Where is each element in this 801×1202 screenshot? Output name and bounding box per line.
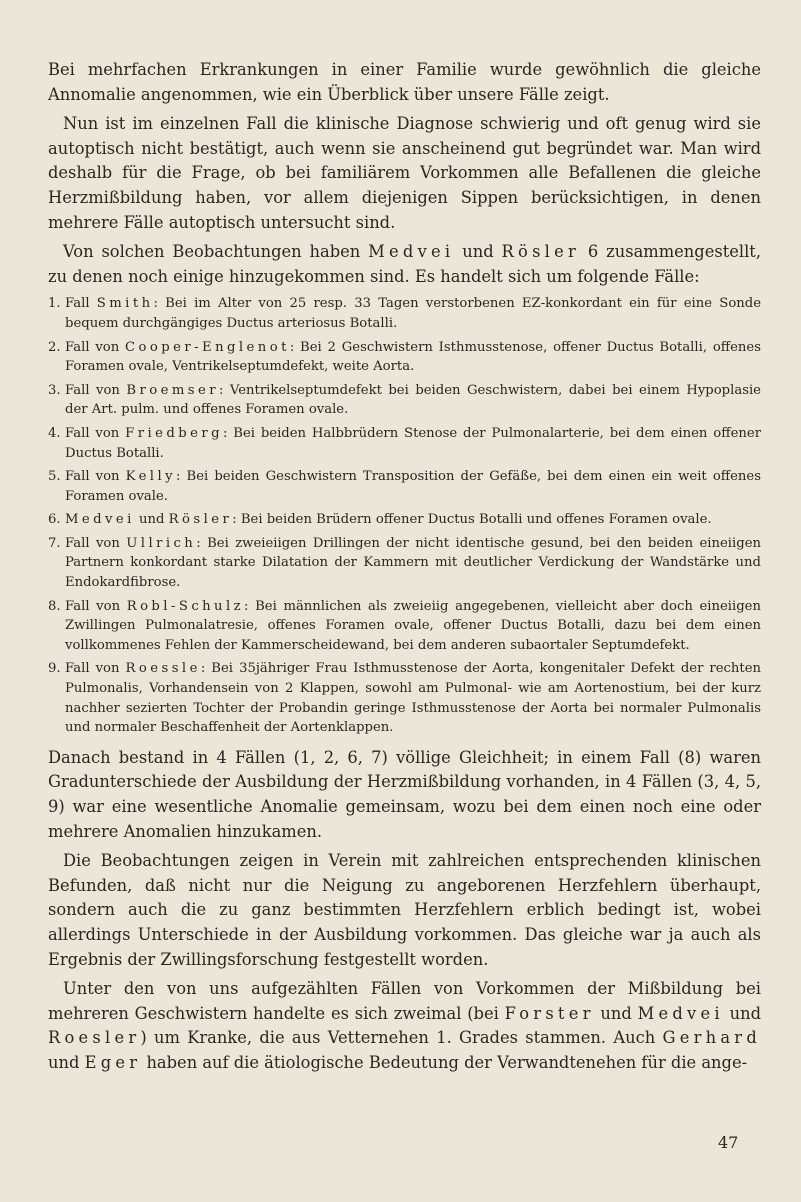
case-text <box>65 383 761 418</box>
text-run: Fall von <box>65 382 127 398</box>
text-run: Nun ist im einzelnen Fall die klinische Diagnose schwierig und oft genug wird sie autoptisch nicht bestätigt, auch wenn sie anscheinend gut begründet war. Man wird deshalb für die Frage, ob bei familiärem Vorkommen alle Befallenen die gleiche Herzmißbildung haben, vor allem diejenigen Sippen berücksichtigen, in denen mehrere Fälle autoptisch untersucht sind. <box>48 114 761 232</box>
paragraph <box>48 977 761 1075</box>
case-number: 2. <box>48 339 61 355</box>
case-text <box>65 661 761 735</box>
text-run: und <box>454 242 502 262</box>
case-number: 8. <box>48 598 61 614</box>
author-name: Gerhard <box>662 1028 761 1048</box>
text-run: : Bei im Alter von 25 resp. 33 Tagen verstorbenen EZ-konkordant ein für eine Sonde bequem durchgängiges Ductus arteriosus Botalli. <box>65 296 761 331</box>
case-number: 4. <box>48 425 61 441</box>
text-run: Die Beobachtungen zeigen in Verein mit zahlreichen entsprechenden klinischen Befunden, daß nicht nur die Neigung zu angeborenen Herzfehlern überhaupt, sondern auch die zu ganz bestimmten Herzfehlern erblich bedingt ist, wobei allerdings Unterschiede in der Ausbildung vorkommen. Das gleiche war ja auch als Ergebnis der Zwillingsforschung festgestellt worden. <box>48 851 761 969</box>
author-name: Kelly <box>125 469 176 485</box>
text-run: : Bei beiden Halbbrüdern Stenose der Pulmonalarterie, bei dem einen offener Ductus Botalli. <box>65 425 761 461</box>
case-item <box>48 381 761 420</box>
conclusion-paragraphs <box>48 746 761 1076</box>
text-run: : Bei zweieiigen Drillingen der nicht identische gesund, bei den beiden eineiigen Partnern konkordant starke Dilatation der Kammern mit deutlicher Verdickung der Wandstärke und Endokardfibrose. <box>65 535 761 591</box>
case-item <box>48 510 761 530</box>
case-item <box>48 424 761 463</box>
text-run: : Ventrikelseptumdefekt bei beiden Geschwistern, dabei bei einem Hypoplasie der Art. pulm. und offenes Foramen ovale. <box>65 382 761 418</box>
text-run: Unter den von uns aufgezählten Fällen von Vorkommen der Mißbildung bei mehreren Geschwistern handelte es sich zweimal (bei <box>48 979 761 1023</box>
case-item <box>48 338 761 377</box>
text-run: ) um Kranke, die aus Vetternehen 1. Grades stammen. Auch <box>140 1028 663 1048</box>
case-item <box>48 467 761 506</box>
text-run: Fall von <box>65 425 126 441</box>
paragraph <box>48 849 761 972</box>
text-run: : Bei beiden Geschwistern Transposition der Gefäße, bei dem einen ein weit offenes Foramen ovale. <box>65 469 761 504</box>
author-name: Broemser <box>126 382 219 398</box>
author-name: Rösler <box>501 242 581 262</box>
case-text <box>65 536 761 590</box>
text-run: Fall von <box>65 469 126 485</box>
paragraph <box>48 240 761 289</box>
paragraph <box>48 746 761 844</box>
text-run: haben auf die ätiologische Bedeutung der Verwandtenehen für die ange- <box>141 1052 748 1072</box>
author-name: Forster <box>504 1003 595 1023</box>
author-name: Cooper-Englenot <box>125 339 290 355</box>
case-item <box>48 294 761 333</box>
author-name: Roessle <box>125 661 201 677</box>
author-name: Roesler <box>48 1028 141 1048</box>
text-run: Fall von <box>65 535 127 551</box>
case-item <box>48 597 761 656</box>
author-name: Rösler <box>168 512 233 528</box>
text-run: Danach bestand in 4 Fällen (1, 2, 6, 7) völlige Gleichheit; in einem Fall (8) waren Gradunterschiede der Ausbildung der Herzmißbildung vorhanden, in 4 Fällen (3, 4, 5, 9) war eine wesentliche Anomalie gemeinsam, wozu bei dem einen noch eine oder mehrere Anomalien hinzukamen. <box>48 747 761 841</box>
paragraph <box>48 112 761 235</box>
author-name: Ullrich <box>126 535 197 551</box>
case-text <box>65 469 761 504</box>
text-run: Fall von <box>65 339 126 355</box>
text-run: und <box>134 512 169 528</box>
case-text <box>65 599 761 653</box>
author-name: Smith <box>96 296 154 312</box>
text-run: Fall <box>65 296 97 312</box>
text-run: : Bei männlichen als zweieiig angegebenen, vielleicht aber doch eineiigen Zwillingen Pulmonalatresie, offenes Foramen ovale, offener Ductus Botalli, dazu bei dem einen vollkommenes Fehlen der Kammerscheidewand, bei dem anderen subaortaler Septumdefekt. <box>65 598 761 653</box>
intro-paragraphs <box>48 58 761 289</box>
case-number: 6. <box>48 512 61 528</box>
text-run: Fall von <box>65 598 127 614</box>
text-run: und <box>48 1052 85 1072</box>
text-run: : Bei 35jähriger Frau Isthmusstenose der Aorta, kongenitaler Defekt der rechten Pulmonalis, Vorhandensein von 2 Klappen, sowohl am Pulmonal- wie am Aortenostium, bei der kurz nachher sezierten Tochter der Probandin geringe Isthmusstenose der Aorta bei normaler Pulmonalis und normaler Beschaffenheit der Aortenklappen. <box>65 661 762 736</box>
text-run: 6 zusammengestellt, zu denen noch einige hinzugekommen sind. Es handelt sich um folgende Fälle: <box>48 242 762 286</box>
case-item <box>48 659 761 737</box>
page-number: 47 <box>718 1133 739 1152</box>
paragraph <box>48 58 761 107</box>
text-run: : Bei 2 Geschwistern Isthmusstenose, offener Ductus Botalli, offenes Foramen ovale, Ventrikelseptumdefekt, weite Aorta. <box>65 339 762 375</box>
text-run: Fall von <box>65 661 126 677</box>
case-list <box>48 294 761 737</box>
text-run: : Bei beiden Brüdern offener Ductus Botalli und offenes Foramen ovale. <box>232 512 712 528</box>
case-text <box>65 426 761 461</box>
case-text <box>65 340 761 375</box>
author-name: Medvei <box>637 1003 724 1023</box>
author-name: Medvei <box>65 512 135 528</box>
case-number: 1. <box>48 296 61 312</box>
text-run: Von solchen Beobachtungen haben <box>63 242 369 262</box>
case-text <box>65 296 761 331</box>
text-run: Bei mehrfachen Erkrankungen in einer Familie wurde gewöhnlich die gleiche Annomalie angenommen, wie ein Überblick über unsere Fälle zeigt. <box>48 60 761 104</box>
case-number: 3. <box>48 382 61 398</box>
case-item <box>48 534 761 593</box>
author-name: Medvei <box>368 242 455 262</box>
author-name: Robl-Schulz <box>126 598 245 614</box>
case-number: 7. <box>48 535 61 551</box>
case-text <box>65 512 712 527</box>
case-number: 9. <box>48 661 61 677</box>
author-name: Eger <box>84 1052 142 1072</box>
text-run: und <box>594 1003 638 1023</box>
text-run: und <box>723 1003 762 1023</box>
author-name: Friedberg <box>125 425 223 441</box>
case-number: 5. <box>48 469 61 485</box>
